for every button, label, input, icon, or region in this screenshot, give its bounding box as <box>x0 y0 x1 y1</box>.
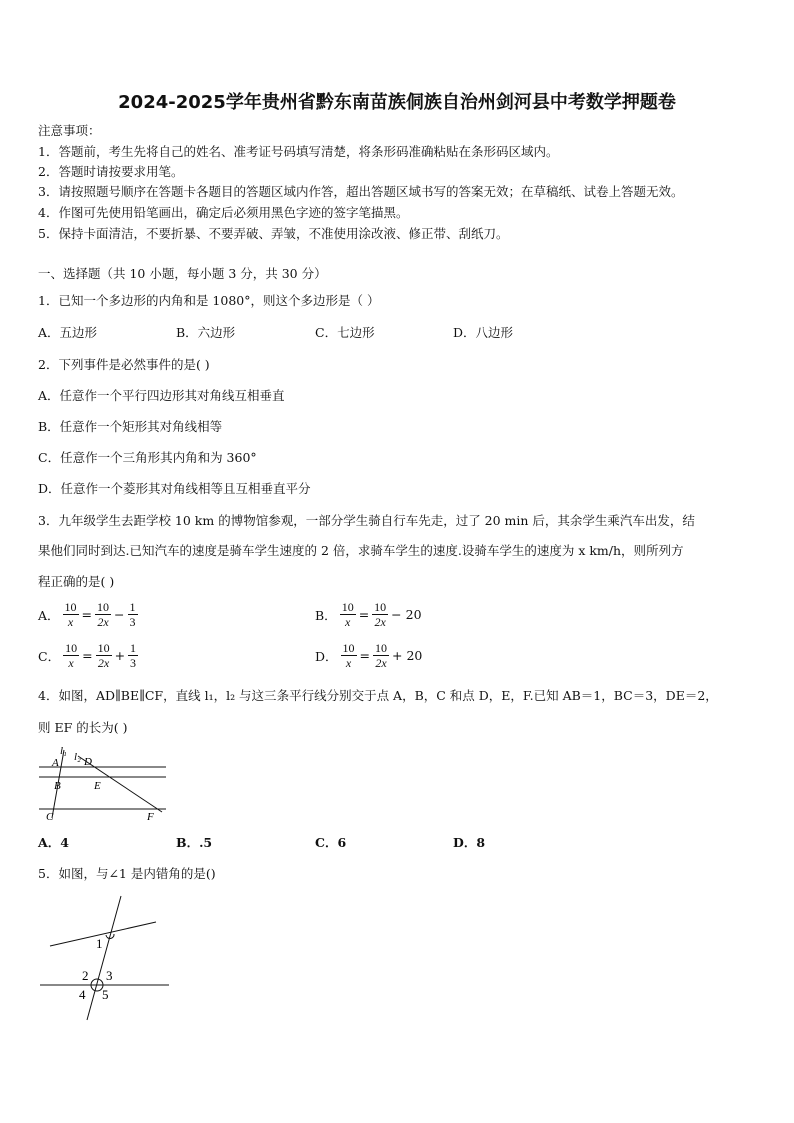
angle-label-3: 3 <box>106 968 113 983</box>
label-c: C <box>46 811 54 822</box>
fraction: $\frac{10}{2x}$ <box>97 641 110 670</box>
q2-option-d[interactable]: D．任意作一个菱形其对角线相等且互相垂直平分 <box>38 481 311 496</box>
q3-option-c[interactable]: C． $\frac{10}{x}$ = $\frac{10}{2x}$ + $\frac{1}{3}$ <box>38 641 137 670</box>
angle-label-2: 2 <box>82 968 89 983</box>
option-label: A． <box>38 607 60 623</box>
q2-option-b[interactable]: B．任意作一个矩形其对角线相等 <box>38 419 223 434</box>
angle-label-1: 1 <box>96 936 103 951</box>
fraction: $\frac{1}{3}$ <box>129 600 136 629</box>
label-a: A <box>52 757 59 769</box>
q4-option-b[interactable]: B．.5 <box>176 835 213 850</box>
q1-option-a[interactable]: A．五边形 <box>38 325 98 340</box>
q2-option-a[interactable]: A．任意作一个平行四边形其对角线互相垂直 <box>38 388 285 403</box>
question-1-stem: 1．已知一个多边形的内角和是 1080°，则这个多边形是（ ） <box>38 293 380 308</box>
label-f: F <box>147 811 154 822</box>
label-l1: l₁ <box>60 745 67 757</box>
fraction: $\frac{10}{2x}$ <box>375 641 388 670</box>
fraction: $\frac{10}{x}$ <box>341 600 354 629</box>
angle-label-4: 4 <box>79 987 86 1002</box>
question-2-stem: 2．下列事件是必然事件的是( ) <box>38 357 210 372</box>
notice-item: 1．答题前，考生先将自己的姓名、准考证号码填写清楚，将条形码准确粘贴在条形码区域内。 <box>38 144 559 159</box>
q3-option-d[interactable]: D． $\frac{10}{x}$ = $\frac{10}{2x}$ + 20 <box>315 641 423 670</box>
section-heading: 一、选择题（共 10 小题，每小题 3 分，共 30 分） <box>38 266 327 281</box>
fraction: $\frac{10}{x}$ <box>65 641 78 670</box>
notice-item: 3．请按照题号顺序在答题卡各题目的答题区域内作答，超出答题区域书写的答案无效；在草稿纸、试卷上答题无效。 <box>38 184 684 199</box>
q4-option-a[interactable]: A．4 <box>38 835 69 850</box>
question-3-line: 3．九年级学生去距学校 10 km 的博物馆参观，一部分学生骑自行车先走，过了 20 min 后，其余学生乘汽车出发，结 <box>38 513 695 528</box>
option-label: C． <box>38 648 61 664</box>
label-l2: l₂ <box>74 751 81 763</box>
notice-heading: 注意事项： <box>38 123 101 138</box>
fraction: $\frac{10}{x}$ <box>64 600 77 629</box>
fraction: $\frac{10}{2x}$ <box>374 600 387 629</box>
label-d: D <box>84 756 92 768</box>
q1-option-c[interactable]: C．七边形 <box>315 325 375 340</box>
label-e: E <box>94 780 101 792</box>
parallel-lines-figure <box>34 742 174 822</box>
q1-option-b[interactable]: B．六边形 <box>176 325 236 340</box>
option-label: D． <box>315 648 338 664</box>
angles-figure <box>34 890 174 1025</box>
q3-option-a[interactable]: A． $\frac{10}{x}$ = $\frac{10}{2x}$ − $\frac{1}{3}$ <box>38 600 136 629</box>
question-3-line: 果他们同时到达.已知汽车的速度是骑车学生速度的 2 倍，求骑车学生的速度.设骑车学生的速度为 x km/h，则所列方 <box>38 543 684 558</box>
q1-option-d[interactable]: D．八边形 <box>453 325 514 340</box>
notice-item: 4．作图可先使用铅笔画出，确定后必须用黑色字迹的签字笔描黑。 <box>38 205 409 220</box>
notice-item: 5．保持卡面清洁，不要折暴、不要弄破、弄皱，不准使用涂改液、修正带、刮纸刀。 <box>38 226 509 241</box>
fraction: $\frac{10}{x}$ <box>342 641 355 670</box>
question-4-line: 则 EF 的长为( ) <box>38 720 128 735</box>
question-4-line: 4．如图，AD∥BE∥CF，直线 l₁，l₂ 与这三条平行线分别交于点 A，B，C 和点 D，E，F.已知 AB＝1，BC＝3，DE＝2， <box>38 688 718 703</box>
angle-label-5: 5 <box>102 987 109 1002</box>
fraction: $\frac{1}{3}$ <box>130 641 137 670</box>
question-3-line: 程正确的是( ) <box>38 574 115 589</box>
line-top <box>50 922 156 946</box>
label-b: B <box>54 780 61 792</box>
option-label: B． <box>315 607 337 623</box>
q2-option-c[interactable]: C．任意作一个三角形其内角和为 360° <box>38 450 257 465</box>
notice-item: 2．答题时请按要求用笔。 <box>38 164 184 179</box>
question-5-stem: 5．如图，与∠1 是内错角的是() <box>38 866 216 881</box>
q3-option-b[interactable]: B． $\frac{10}{x}$ = $\frac{10}{2x}$ − 20 <box>315 600 422 629</box>
fraction: $\frac{10}{2x}$ <box>97 600 110 629</box>
page-title: 2024-2025学年贵州省黔东南苗族侗族自治州剑河县中考数学押题卷 <box>118 92 676 113</box>
q4-option-d[interactable]: D．8 <box>453 835 486 850</box>
q4-option-c[interactable]: C．6 <box>315 835 347 850</box>
